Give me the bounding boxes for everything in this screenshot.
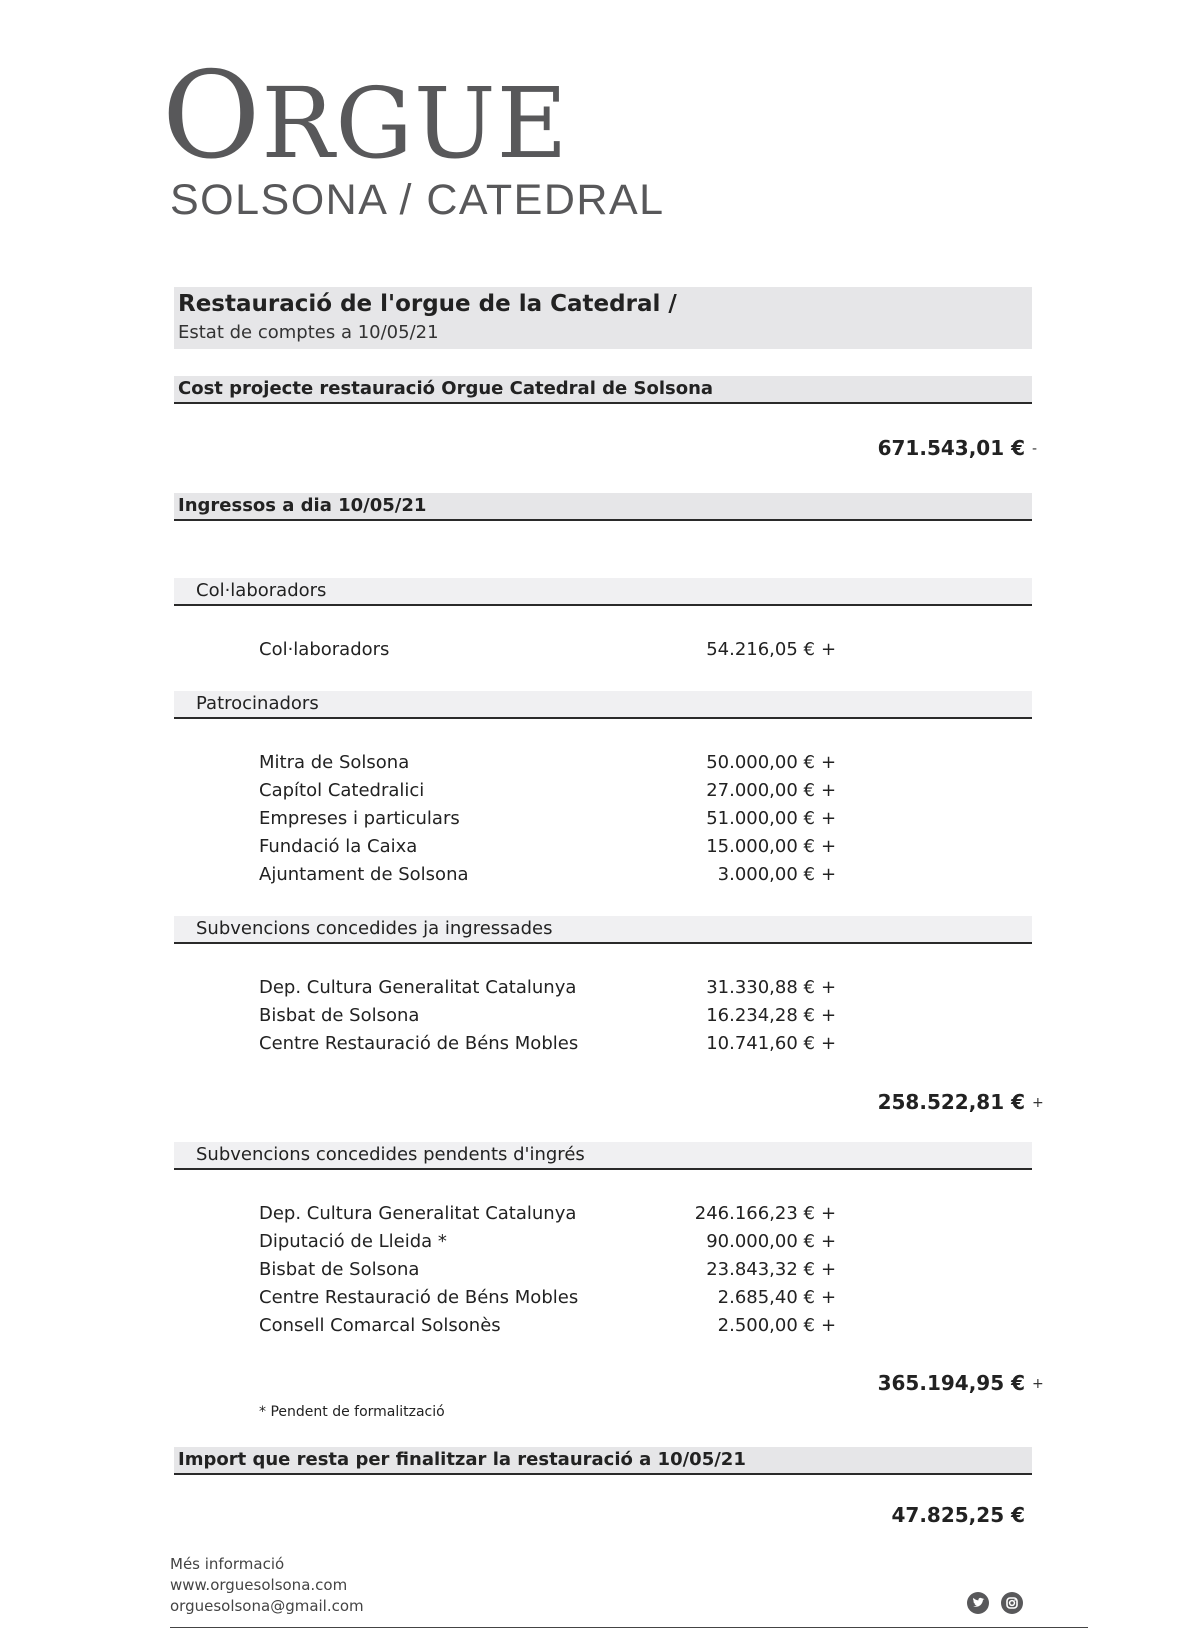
line-item-sign: +	[821, 780, 837, 801]
line-item-name: Dep. Cultura Generalitat Catalunya	[259, 977, 577, 998]
income-total: 258.522,81 €	[877, 1090, 1025, 1114]
line-item-amount: 50.000,00 €	[706, 752, 815, 773]
instagram-icon[interactable]	[1001, 1592, 1023, 1614]
cost-total-sign: -	[1032, 441, 1038, 457]
line-item-amount: 2.685,40 €	[717, 1287, 815, 1308]
group-title: Patrocinadors	[196, 693, 319, 714]
line-item-sign: +	[821, 977, 837, 998]
line-item-name: Dep. Cultura Generalitat Catalunya	[259, 1203, 577, 1224]
line-item-name: Empreses i particulars	[259, 808, 460, 829]
line-item-name: Ajuntament de Solsona	[259, 864, 469, 885]
group-title: Col·laboradors	[196, 580, 327, 601]
remaining-section-bar	[174, 1447, 1032, 1475]
document-title: Restauració de l'orgue de la Catedral /	[178, 291, 677, 317]
line-item-name: Centre Restauració de Béns Mobles	[259, 1033, 579, 1054]
logo-subtitle: SOLSONA / CATEDRAL	[170, 176, 665, 224]
line-item-amount: 246.166,23 €	[694, 1203, 815, 1224]
line-item-name: Centre Restauració de Béns Mobles	[259, 1287, 579, 1308]
line-item-name: Consell Comarcal Solsonès	[259, 1315, 501, 1336]
line-item-sign: +	[821, 1203, 837, 1224]
line-item-sign: +	[821, 1033, 837, 1054]
line-item-sign: +	[821, 752, 837, 773]
income-total-sign: +	[1032, 1095, 1044, 1111]
line-item-amount: 16.234,28 €	[706, 1005, 815, 1026]
website-link[interactable]: www.orguesolsona.com	[170, 1576, 348, 1594]
line-item-sign: +	[821, 639, 837, 660]
income-section-title: Ingressos a dia 10/05/21	[178, 495, 427, 516]
line-item-amount: 3.000,00 €	[717, 864, 815, 885]
line-item-sign: +	[821, 1231, 837, 1252]
cost-section-title: Cost projecte restauració Orgue Catedral de Solsona	[178, 378, 714, 399]
email-link[interactable]: orguesolsona@gmail.com	[170, 1597, 364, 1615]
line-item-sign: +	[821, 836, 837, 857]
line-item-sign: +	[821, 808, 837, 829]
line-item-sign: +	[821, 1287, 837, 1308]
line-item-sign: +	[821, 864, 837, 885]
grants-pending-group-bar	[174, 1142, 1032, 1170]
line-item-amount: 51.000,00 €	[706, 808, 815, 829]
pending-total: 365.194,95 €	[877, 1371, 1025, 1395]
logo-first-letter: O	[162, 47, 262, 186]
line-item-name: Bisbat de Solsona	[259, 1005, 420, 1026]
group-title: Subvencions concedides pendents d'ingrés	[196, 1144, 585, 1165]
line-item-name: Fundació la Caixa	[259, 836, 418, 857]
cost-total: 671.543,01 €	[877, 436, 1025, 460]
line-item-sign: +	[821, 1005, 837, 1026]
line-item-amount: 54.216,05 €	[706, 639, 815, 660]
line-item-amount: 90.000,00 €	[706, 1231, 815, 1252]
line-item-amount: 2.500,00 €	[717, 1315, 815, 1336]
sponsors-group-bar	[174, 691, 1032, 719]
footer-divider	[170, 1627, 1088, 1628]
remaining-total: 47.825,25 €	[891, 1503, 1025, 1527]
line-item-amount: 31.330,88 €	[706, 977, 815, 998]
line-item-sign: +	[821, 1315, 837, 1336]
line-item-name: Diputació de Lleida *	[259, 1231, 447, 1252]
footnote: * Pendent de formalització	[259, 1404, 445, 1420]
grants-received-group-bar	[174, 916, 1032, 944]
group-title: Subvencions concedides ja ingressades	[196, 918, 553, 939]
footer-contact	[170, 1554, 364, 1617]
more-info-label: Més informació	[170, 1555, 285, 1573]
line-item-amount: 10.741,60 €	[706, 1033, 815, 1054]
twitter-icon[interactable]	[967, 1592, 989, 1614]
line-item-name: Capítol Catedralici	[259, 780, 425, 801]
remaining-section-title: Import que resta per finalitzar la restauració a 10/05/21	[178, 1449, 746, 1470]
income-section-bar	[174, 493, 1032, 521]
line-item-name: Bisbat de Solsona	[259, 1259, 420, 1280]
pending-total-sign: +	[1032, 1376, 1044, 1392]
line-item-name: Col·laboradors	[259, 639, 390, 660]
cost-section-bar	[174, 376, 1032, 404]
line-item-sign: +	[821, 1259, 837, 1280]
line-item-amount: 23.843,32 €	[706, 1259, 815, 1280]
document-subtitle: Estat de comptes a 10/05/21	[178, 322, 439, 343]
line-item-amount: 15.000,00 €	[706, 836, 815, 857]
line-item-name: Mitra de Solsona	[259, 752, 410, 773]
logo-rest: RGUE	[261, 67, 569, 180]
line-item-amount: 27.000,00 €	[706, 780, 815, 801]
document-header	[174, 287, 1032, 349]
logo-wordmark	[162, 47, 569, 189]
collaborators-group-bar	[174, 578, 1032, 606]
